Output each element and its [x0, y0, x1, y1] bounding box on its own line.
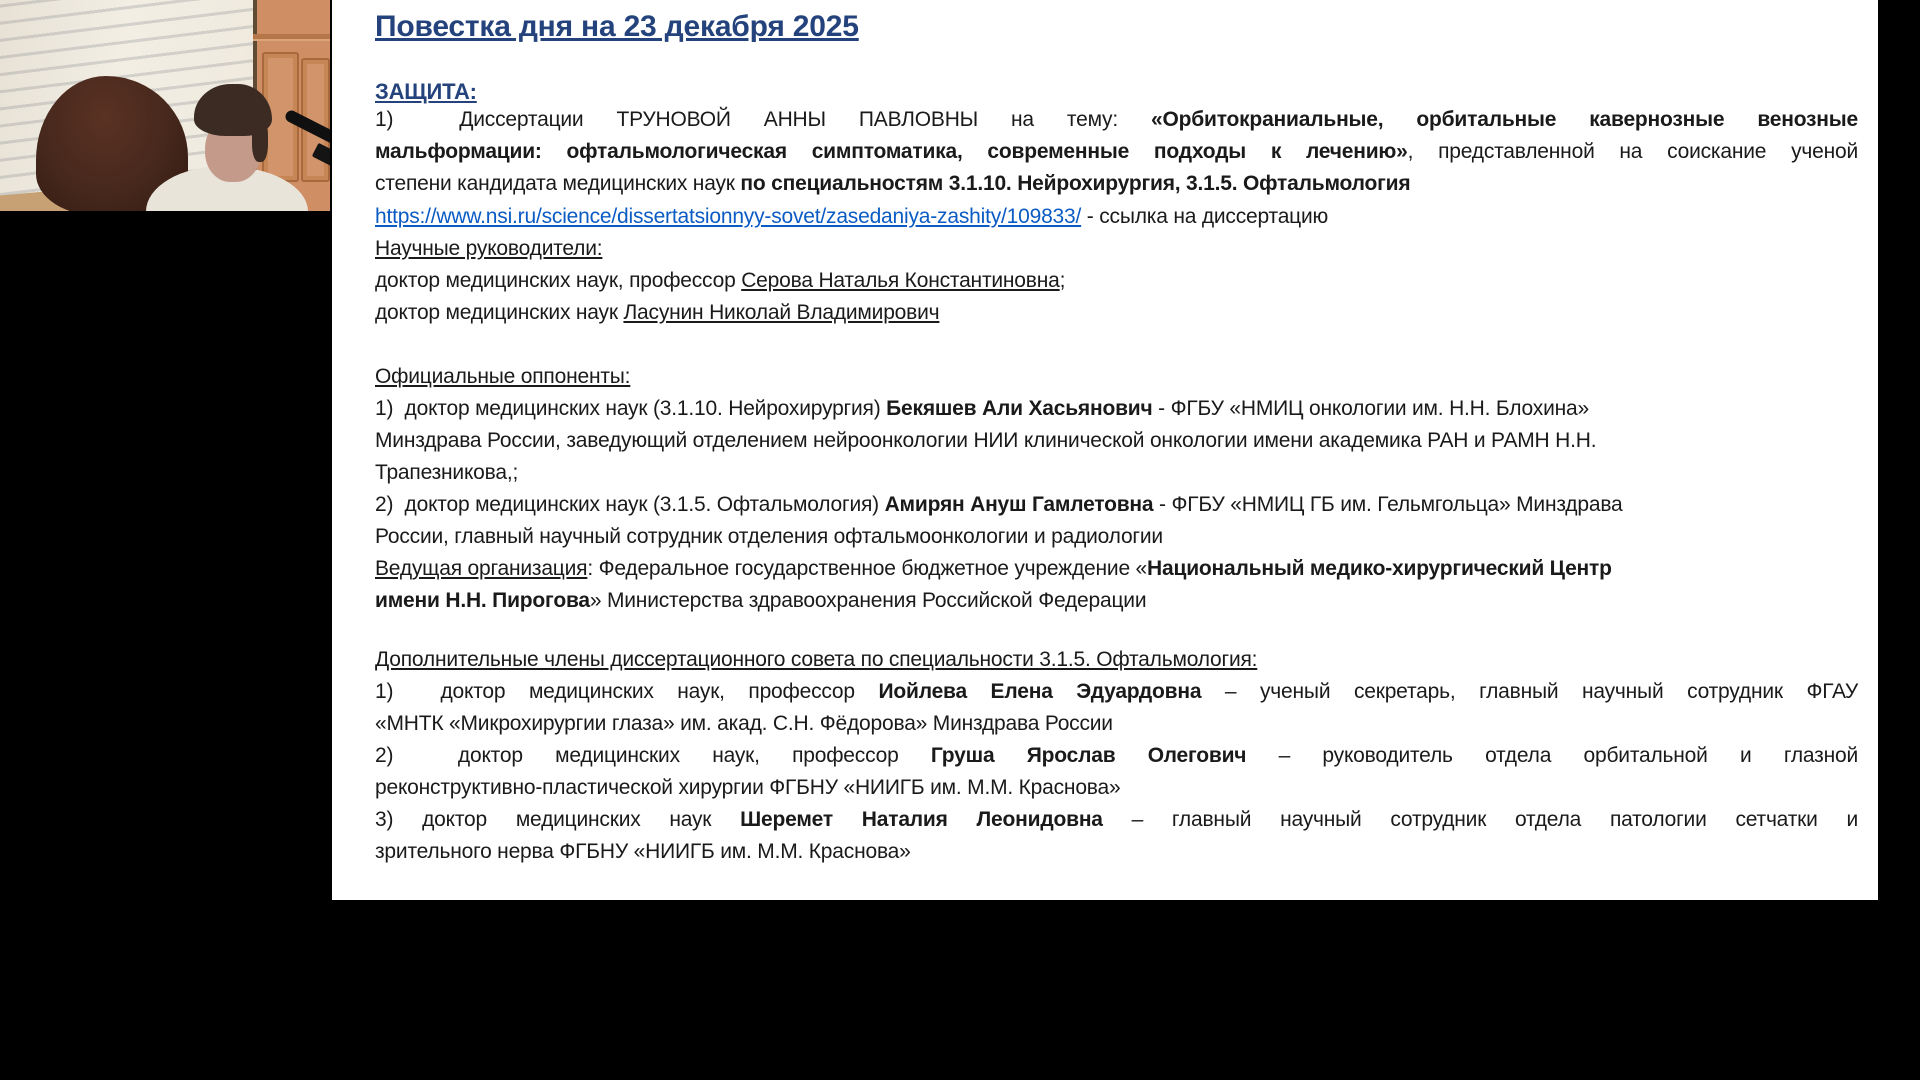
- doc-line: [375, 678, 1858, 706]
- doc-line: [375, 78, 1858, 107]
- wall-molding: [253, 34, 330, 39]
- text-segment: ;: [1059, 269, 1066, 292]
- text-segment: 1) Диссертации ТРУНОВОЙ АННЫ ПАВЛОВНЫ на тему:: [375, 108, 1151, 131]
- text-segment: реконструктивно-пластической хирургии ФГБНУ «НИИГБ им. М.М. Краснова»: [375, 776, 1121, 799]
- text-segment: 3) доктор медицинских наук: [375, 808, 741, 831]
- text-segment: Иойлева Елена Эдуардовна: [878, 680, 1202, 703]
- text-segment: Трапезникова,;: [375, 461, 519, 484]
- text-segment: 1) доктор медицинских наук (3.1.10. Нейрохирургия): [375, 397, 887, 420]
- text-segment: Ласунин Николай Владимирович: [623, 301, 940, 324]
- doc-line: [375, 106, 1858, 134]
- text-segment: 1) доктор медицинских наук, профессор: [375, 680, 879, 703]
- section-heading-supervisors: Научные руководители:: [375, 237, 603, 260]
- doc-line: [375, 363, 1858, 391]
- text-segment: - ФГБУ «НМИЦ ГБ им. Гельмгольца» Минздрава: [1153, 493, 1623, 516]
- dissertation-link[interactable]: https://www.nsi.ru/science/dissertatsionnyy-sovet/zasedaniya-zashity/109833/: [375, 205, 1082, 228]
- page-title: Повестка дня на 23 декабря 2025: [375, 10, 859, 43]
- text-segment: доктор медицинских наук: [375, 301, 624, 324]
- text-segment: » Министерства здравоохранения Российской Федерации: [589, 589, 1147, 612]
- text-segment: зрительного нерва ФГБНУ «НИИГБ им. М.М. Краснова»: [375, 840, 911, 863]
- text-segment: Минздрава России, заведующий отделением нейроонкологии НИИ клинической онкологии имени академика РАН и РАМН Н.Н.: [375, 429, 1597, 452]
- doc-line: [375, 491, 1858, 519]
- text-segment: 2) доктор медицинских наук (3.1.5. Офтальмология): [375, 493, 885, 516]
- text-segment: степени кандидата медицинских наук: [375, 172, 741, 195]
- text-segment: - ФГБУ «НМИЦ онкологии им. Н.Н. Блохина»: [1152, 397, 1589, 420]
- agenda-document: [332, 0, 1878, 900]
- doc-line: [375, 235, 1858, 263]
- doc-line: [375, 646, 1858, 674]
- text-segment: «МНТК «Микрохирургии глаза» им. акад. С.Н. Фёдорова» Минздрава России: [375, 712, 1113, 735]
- doc-line: [375, 299, 1858, 327]
- doc-line: [375, 427, 1858, 455]
- doc-line: [375, 806, 1858, 834]
- text-segment: – ученый секретарь, главный научный сотрудник ФГАУ: [1201, 680, 1859, 703]
- text-segment: - ссылка на диссертацию: [1081, 205, 1329, 228]
- doc-line: [375, 395, 1858, 423]
- text-segment: доктор медицинских наук, профессор: [375, 269, 742, 292]
- doc-line: [375, 459, 1858, 487]
- text-segment: мальформации: офтальмологическая симптоматика, современные подходы к лечению»: [375, 140, 1408, 163]
- section-heading-additional-members: Дополнительные члены диссертационного совета по специальности 3.1.5. Офтальмология:: [375, 648, 1258, 671]
- doc-line: [375, 555, 1858, 583]
- text-segment: Шеремет Наталия Леонидовна: [740, 808, 1103, 831]
- doc-line: [375, 523, 1858, 551]
- text-segment: Ведущая организация: [375, 557, 588, 580]
- doc-line: [375, 742, 1858, 770]
- text-segment: 2) доктор медицинских наук, профессор: [375, 744, 931, 767]
- doc-line: [375, 774, 1858, 802]
- document-text: [332, 0, 1878, 900]
- doc-line: [375, 203, 1858, 231]
- text-segment: имени Н.Н. Пирогова: [375, 589, 590, 612]
- doc-line: [375, 267, 1858, 295]
- person-right-hair: [252, 118, 268, 162]
- section-heading-opponents: Официальные оппоненты:: [375, 365, 631, 388]
- doc-line: [375, 170, 1858, 198]
- doc-line: [375, 138, 1858, 166]
- text-segment: Серова Наталья Константиновна: [741, 269, 1060, 292]
- doc-line: [375, 8, 1858, 46]
- text-segment: , представленной на соискание ученой: [1407, 140, 1859, 163]
- section-heading-defense: ЗАЩИТА:: [375, 79, 477, 104]
- doc-line: [375, 587, 1858, 615]
- text-segment: Национальный медико-хирургический Центр: [1147, 557, 1612, 580]
- text-segment: – главный научный сотрудник отдела патологии сетчатки и: [1102, 808, 1858, 831]
- doc-line: [375, 838, 1858, 866]
- text-segment: – руководитель отдела орбитальной и глазной: [1246, 744, 1859, 767]
- text-segment: «Орбитокраниальные, орбитальные кавернозные венозные: [1150, 108, 1858, 131]
- text-segment: Груша Ярослав Олегович: [930, 744, 1247, 767]
- text-segment: : Федеральное государственное бюджетное учреждение «: [587, 557, 1148, 580]
- presenter-video: [0, 0, 330, 211]
- text-segment: Бекяшев Али Хасьянович: [886, 397, 1153, 420]
- text-segment: Амирян Ануш Гамлетовна: [884, 493, 1154, 516]
- text-segment: России, главный научный сотрудник отделения офтальмоонкологии и радиологии: [375, 525, 1163, 548]
- text-segment: по специальностям 3.1.10. Нейрохирургия, 3.1.5. Офтальмология: [740, 172, 1411, 195]
- doc-line: [375, 710, 1858, 738]
